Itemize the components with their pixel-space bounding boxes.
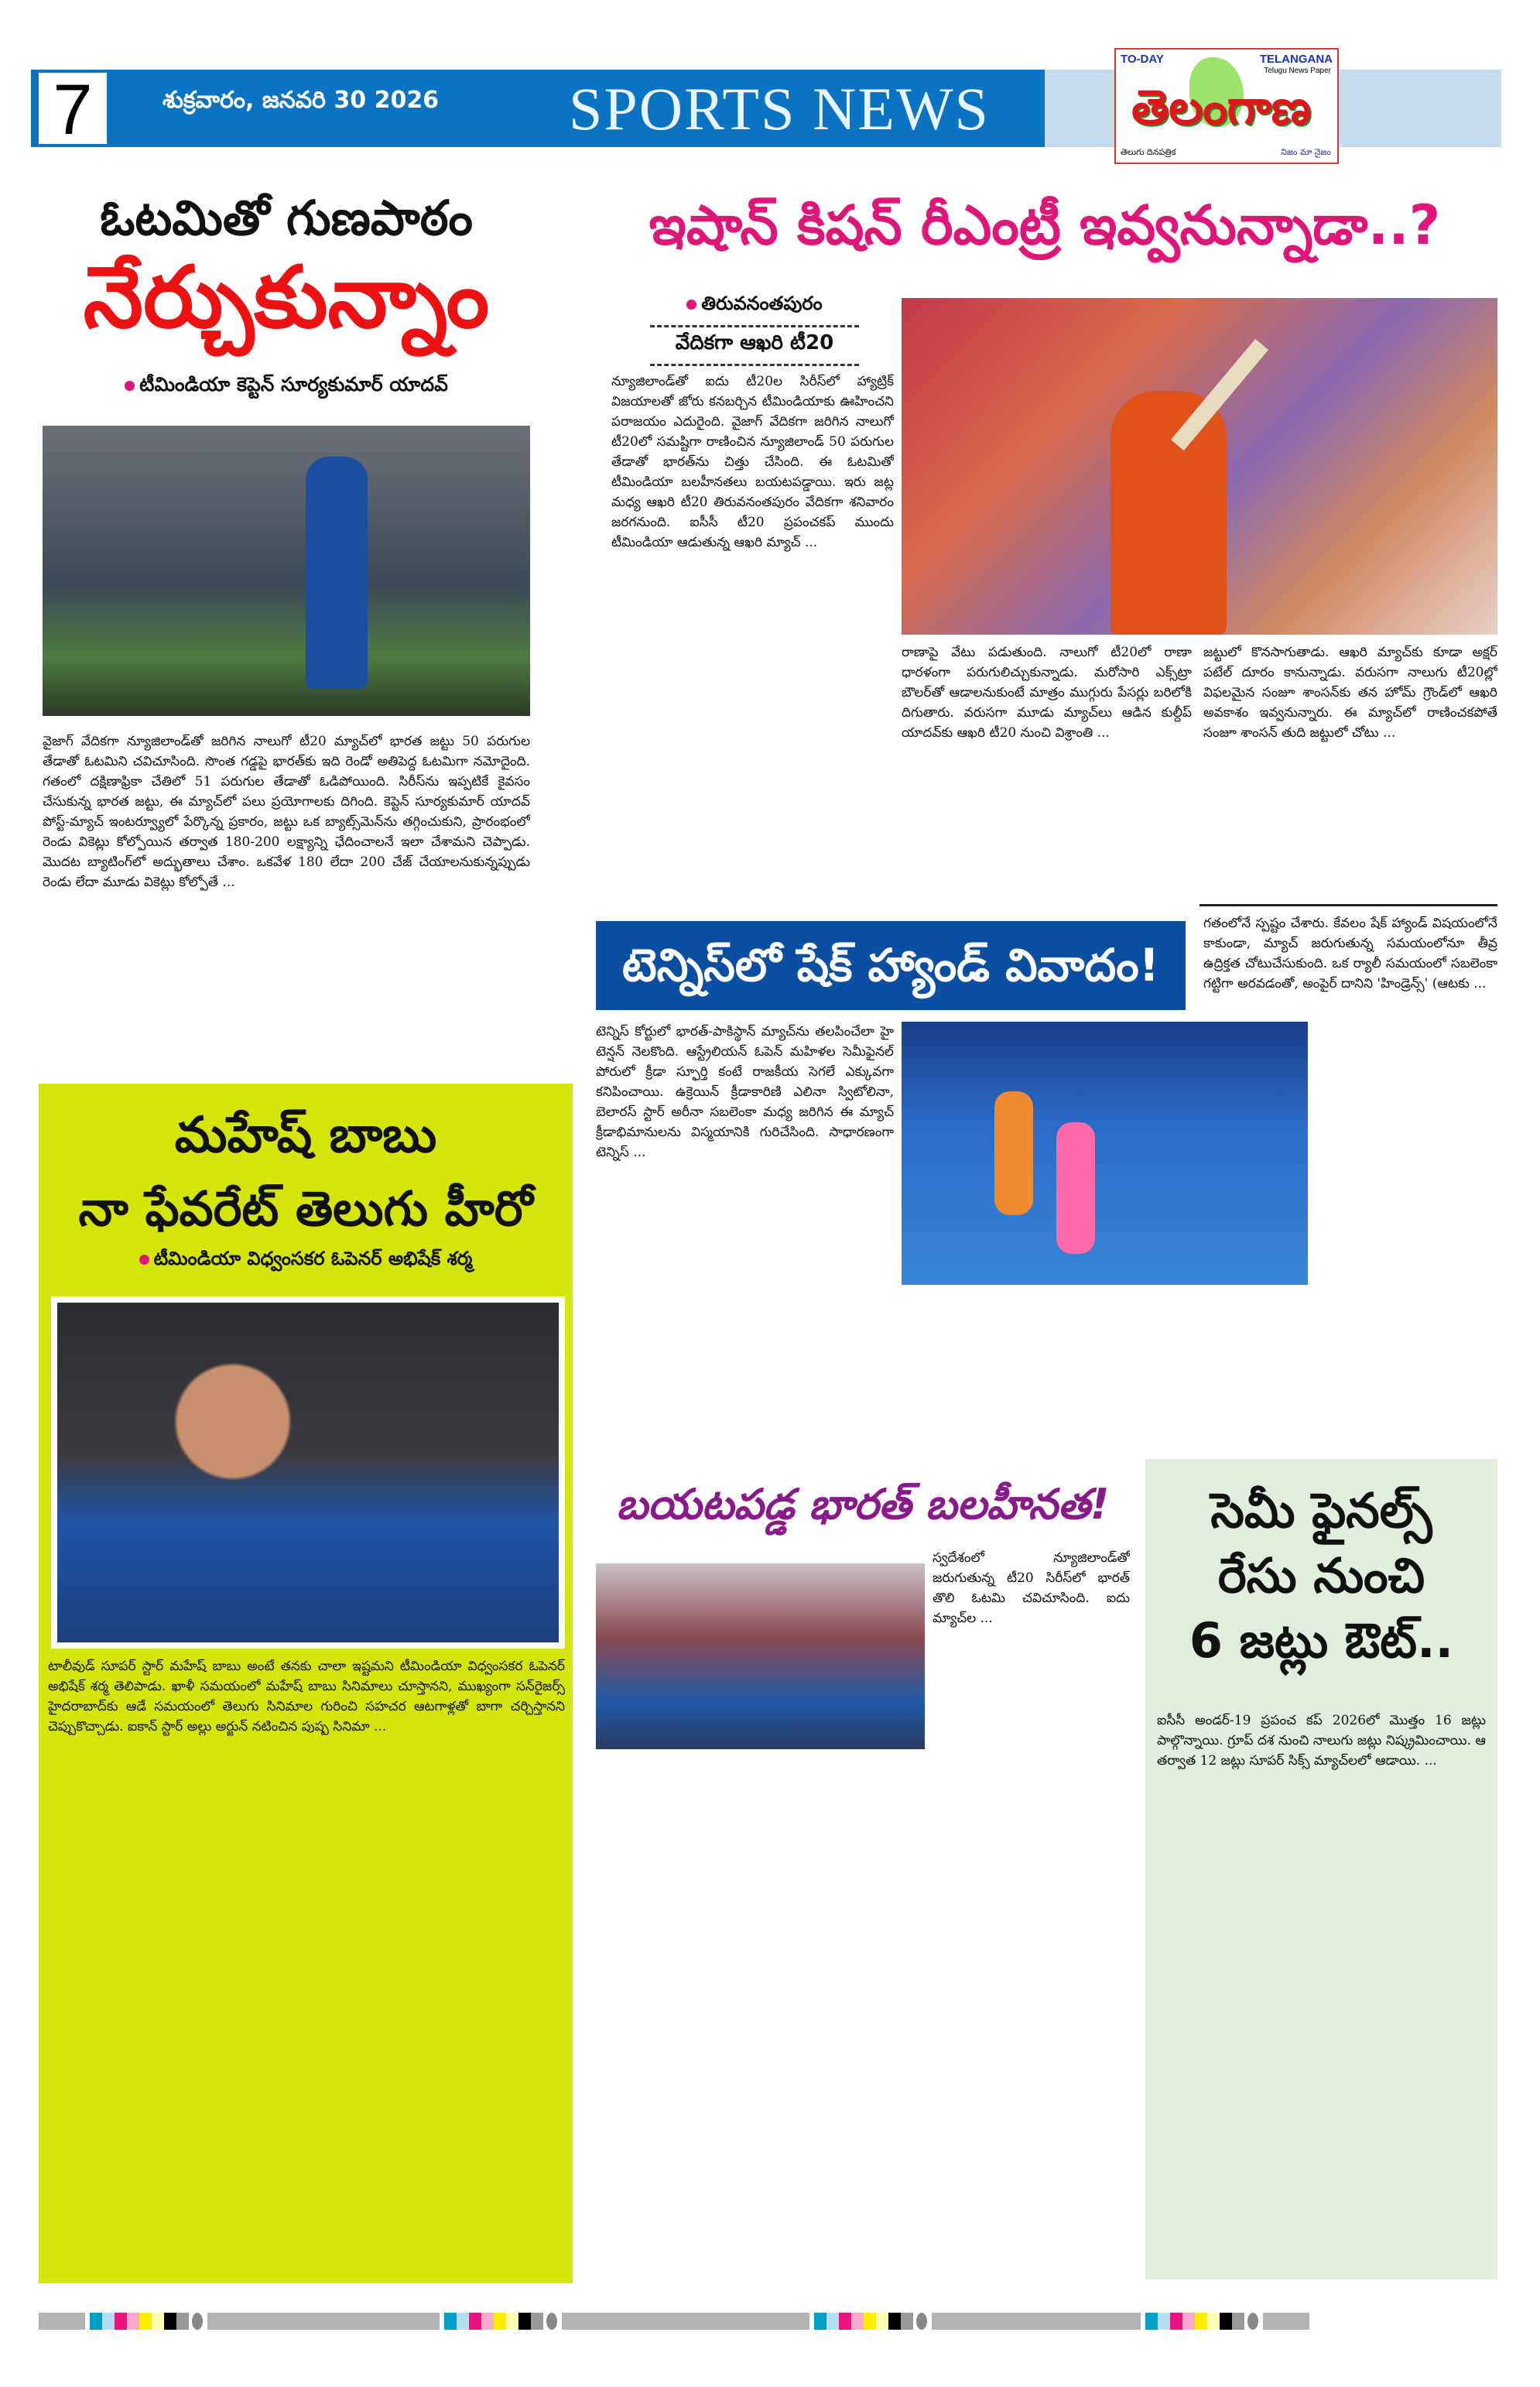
color-swatch (469, 2313, 481, 2330)
color-swatch (164, 2313, 176, 2330)
color-swatch (839, 2313, 851, 2330)
newspaper-logo (1114, 48, 1339, 164)
team-celebration-photo (596, 1563, 925, 1749)
article-body: స్వదేశంలో న్యూజిలాండ్‌తో జరుగుతున్న టీ20 సిరీస్‌లో భారత్ తొలి ఓటమి చవిచూసింది. ఐదు మ్యాచ్‌ల ... (933, 1550, 1130, 1626)
byline-text: టీమిండియా విధ్వంసకర ఓపెనర్ అభిషేక్ శర్మ (153, 1248, 473, 1269)
color-swatch (176, 2313, 189, 2330)
dateline-text: తిరువనంతపురం (701, 293, 823, 314)
color-swatch-group (90, 2313, 203, 2330)
headline-line: 6 జట్లు ఔట్.. (1189, 1612, 1454, 1669)
color-swatch (152, 2313, 164, 2330)
color-swatch (1182, 2313, 1195, 2330)
color-swatch (1195, 2313, 1207, 2330)
issue-date: శుక్రవారం, జనవరి 30 2026 (163, 87, 440, 114)
divider (1199, 904, 1497, 906)
ishan-kishan-photo (902, 298, 1497, 635)
color-swatch (1207, 2313, 1220, 2330)
grey-strip (1263, 2313, 1309, 2330)
abhishek-photo (51, 1296, 565, 1649)
article-body: ఐసీసీ అండర్-19 ప్రపంచ కప్ 2026లో మొత్తం 16 జట్లు పాల్గొన్నాయి. గ్రూప్ దశ నుంచి నాలుగు జట్లు నిష్క్రమించాయి. ఆ తర్వాత 12 జట్లు సూపర్ సిక్స్ మ్యాచ్‌లలో ఆడాయి. ... (1157, 1713, 1486, 1769)
headline-line: సెమీ ఫైనల్స్ (1210, 1482, 1432, 1539)
color-swatch (127, 2313, 139, 2330)
logo-text: తెలుగు దినపత్రిక (1121, 147, 1176, 157)
registration-mark-icon (192, 2313, 203, 2330)
article-body: న్యూజిలాండ్‌తో ఐదు టీ20ల సిరీస్‌లో హ్యాట్రిక్ విజయాలతో జోరు కనబర్చిన టీమిండియాకు ఊహించని పరాజయం ఎదురైంది. వైజాగ్ వేదికగా జరిగిన నాలుగో టీ20లో సమష్టిగా రాణించిన న్యూజిలాండ్ 50 పరుగుల తేడాతో భారత్‌ను చిత్తు చేసింది. ఈ ఓటమితో టీమిండియా బలహీనతలు బయటపడ్డాయి. ఇరు జట్ల మధ్య ఆఖరి టీ20 తిరువనంతపురం వేదికగా శనివారం జరగనుంది. ఐసీసీ టీ20 ప్రపంచకప్ ముందు టీమిండియా ఆడుతున్న ఆఖరి మ్యాచ్ ... (611, 374, 894, 550)
color-swatch (531, 2313, 543, 2330)
registration-mark-icon (546, 2313, 557, 2330)
color-swatch (814, 2313, 826, 2330)
byline (39, 1248, 573, 1274)
color-swatch (901, 2313, 913, 2330)
logo-tagline: Telugu News Paper (1264, 67, 1331, 75)
color-swatch (90, 2313, 102, 2330)
color-swatch (826, 2313, 839, 2330)
color-swatch (115, 2313, 127, 2330)
color-swatch (1220, 2313, 1232, 2330)
subhead: వేదికగా ఆఖరి టీ20 (675, 331, 834, 354)
headline: మహేష్ బాబు (174, 1107, 437, 1164)
divider (650, 325, 859, 327)
registration-mark-icon (916, 2313, 927, 2330)
section-title: SPORTS NEWS (569, 75, 990, 142)
logo-text: TO-DAY (1121, 53, 1164, 66)
color-swatch (494, 2313, 506, 2330)
color-swatch (851, 2313, 864, 2330)
headline-main: నేర్చుకున్నాం (83, 248, 490, 347)
page-number: 7 (37, 71, 108, 146)
player-figure (1111, 391, 1227, 635)
suryakumar-photo (43, 426, 530, 716)
color-swatch (139, 2313, 152, 2330)
color-swatch (444, 2313, 457, 2330)
article-body: టెన్నిస్ కోర్టులో భారత్-పాకిస్థాన్ మ్యాచ్‌ను తలపించేలా హై టెన్షన్ నెలకొంది. ఆస్ట్రేలియన్ ఓపెన్ మహిళల సెమీఫైనల్ పోరులో క్రీడా స్ఫూర్తి కంటే రాజకీయ సెగలే ఎక్కువగా కనిపించాయి. ఉక్రెయిన్ క్రీడాకారిణి ఎలినా స్విటోలినా, బెలారస్ స్టార్ అరీనా సబలెంకా మధ్య జరిగిన ఈ మ్యాచ్ క్రీడాభిమానులను విస్మయానికి గురిచేసింది. సాధారణంగా టెన్నిస్ ... (596, 1024, 894, 1160)
player-figure (994, 1091, 1033, 1215)
registration-mark-icon (1247, 2313, 1258, 2330)
bullet-icon (139, 1255, 149, 1265)
bullet-icon (125, 381, 135, 391)
article-body: వైజాగ్ వేదికగా న్యూజిలాండ్‌తో జరిగిన నాలుగో టీ20 మ్యాచ్‌లో భారత జట్టు 50 పరుగుల తేడాతో ఓటమిని చవిచూసింది. సొంత గడ్డపై భారత్‌కు ఇది రెండో అతిపెద్ద ఓటమిగా నమోదైంది. గతంలో దక్షిణాఫ్రికా చేతిలో 51 పరుగుల తేడాతో ఓడిపోయింది. సిరీస్‌ను ఇప్పటికే కైవసం చేసుకున్న భారత జట్టు, ఈ మ్యాచ్‌లో పలు ప్రయోగాలకు దిగింది. కెప్టెన్ సూర్యకుమార్ యాదవ్ పోస్ట్-మ్యాచ్ ఇంటర్వ్యూలో పేర్కొన్న ప్రకారం, జట్టు ఒక బ్యాట్స్‌మెన్‌ను తగ్గించుకుని, ప్రారంభంలో రెండు వికెట్లు కోల్పోయిన తర్వాత 180-200 లక్ష్యాన్ని ఛేదించాలనే ఇలా చేశామని చెప్పాడు. మొదట బ్యాటింగ్‌లో అద్భుతాలు చేశాం. ఒకవేళ 180 లేదా 200 చేజ్ చేయాలనుకున్నప్పుడు రెండు లేదా మూడు వికెట్లు కోల్పోతే ... (43, 734, 530, 890)
grey-strip (207, 2313, 440, 2330)
article-body: టాలీవుడ్ సూపర్ స్టార్ మహేష్ బాబు అంటే తనకు చాలా ఇష్టమని టీమిండియా విధ్వంసకర ఓపెనర్ అభిషేక్ శర్మ తెలిపాడు. ఖాళీ సమయంలో మహేష్ బాబు సినిమాలు చూస్తానని, ముఖ్యంగా సన్‌రైజర్స్ హైదరాబాద్‌కు ఆడే సమయంలో తెలుగు సినిమాల గురించి సహచర ఆటగాళ్లతో బాగా చర్చిస్తానని చెప్పుకొచ్చాడు. ఐకాన్ స్టార్ అల్లు అర్జున్ నటించిన పుష్ప సినిమా ... (48, 1659, 565, 1735)
headline: బయటపడ్డ భారత్ బలహీనత! (616, 1480, 1110, 1529)
headline: ఓటమితో గుణపాఠం (100, 190, 473, 246)
headline: నా ఫేవరేట్ తెలుగు హీరో (78, 1180, 533, 1237)
color-swatch (876, 2313, 888, 2330)
headline-box: టెన్నిస్‌లో షేక్ హ్యాండ్ వివాదం! (596, 921, 1186, 1010)
article-body (596, 1755, 1130, 2262)
color-swatch (888, 2313, 901, 2330)
grey-strip (932, 2313, 1141, 2330)
color-swatch (518, 2313, 531, 2330)
headline: ఇషాన్ కిషన్ రీఎంట్రీ ఇవ్వనున్నాడా..? (649, 193, 1441, 257)
grey-strip (39, 2313, 85, 2330)
color-swatch (481, 2313, 494, 2330)
color-swatch-group (814, 2313, 927, 2330)
logo-text: TELANGANA (1259, 53, 1333, 66)
dateline (611, 293, 898, 319)
color-swatch-group (1145, 2313, 1258, 2330)
byline-text: టీమిండియా కెప్టెన్ సూర్యకుమార్ యాదవ్ (139, 373, 448, 396)
headline (1145, 1478, 1497, 1673)
color-swatch (1145, 2313, 1158, 2330)
player-figure (306, 457, 368, 689)
divider (650, 364, 859, 366)
article-body (902, 1293, 1192, 1440)
article-body: గతంలోనే స్పష్టం చేశారు. కేవలం షేక్ హ్యాండ్ విషయంలోనే కాకుండా, మ్యాచ్ జరుగుతున్న సమయంలోనూ తీవ్ర ఉద్రిక్తత చోటుచేసుకుంది. ఒక ర్యాలీ సమయంలో సబలెంకా గట్టిగా అరవడంతో, అంపైర్ దానిని 'హిండ్రెన్స్' (ఆటకు ... (1203, 916, 1497, 991)
color-swatch-group (444, 2313, 557, 2330)
player-figure (1056, 1122, 1095, 1254)
headline-line: రేసు నుంచి (1217, 1547, 1425, 1604)
logo-slogan: నిజం మా నైజం (1281, 147, 1331, 157)
color-swatch (506, 2313, 518, 2330)
color-swatch (102, 2313, 115, 2330)
color-swatch (1170, 2313, 1182, 2330)
article-body: రాణాపై వేటు పడుతుంది. నాలుగో టీ20లో రాణా ధారళంగా పరుగులిచ్చుకున్నాడు. మరోసారి ఎక్స్‌ట్రా బౌలర్‌తో ఆడాలనుకుంటే మాత్రం ముగ్గురు పేసర్లు బరిలోకి దిగుతారు. వరుసగా మూడు మ్యాచ్‌లు ఆడిన కుల్దీప్ యాదవ్‌కు ఆఖరి టీ20 నుంచి విశ్రాంతి ... (902, 645, 1192, 741)
color-swatch (864, 2313, 876, 2330)
bullet-icon (686, 300, 696, 310)
print-registration-bar (39, 2313, 1517, 2330)
article-body: జట్టులో కొనసాగుతాడు. ఆఖరి మ్యాచ్‌కు కూడా అక్షర్ పటేల్ దూరం కానున్నాడు. వరుసగా నాలుగు టీ20ల్లో విఫలమైన సంజూ శాంసన్‌కు తన హోమ్ గ్రౌండ్‌లో ఆఖరి అవకాశం ఇవ్వనున్నారు. ఈ మ్యాచ్‌లో రాణించకపోతే సంజూ శాంసన్ తుది జట్టులో చోటు ... (1203, 645, 1497, 741)
color-swatch (1158, 2313, 1170, 2330)
logo-name: తెలంగాణ (1131, 79, 1311, 135)
grey-strip (562, 2313, 809, 2330)
byline (39, 373, 534, 401)
color-swatch (1232, 2313, 1244, 2330)
color-swatch (457, 2313, 469, 2330)
